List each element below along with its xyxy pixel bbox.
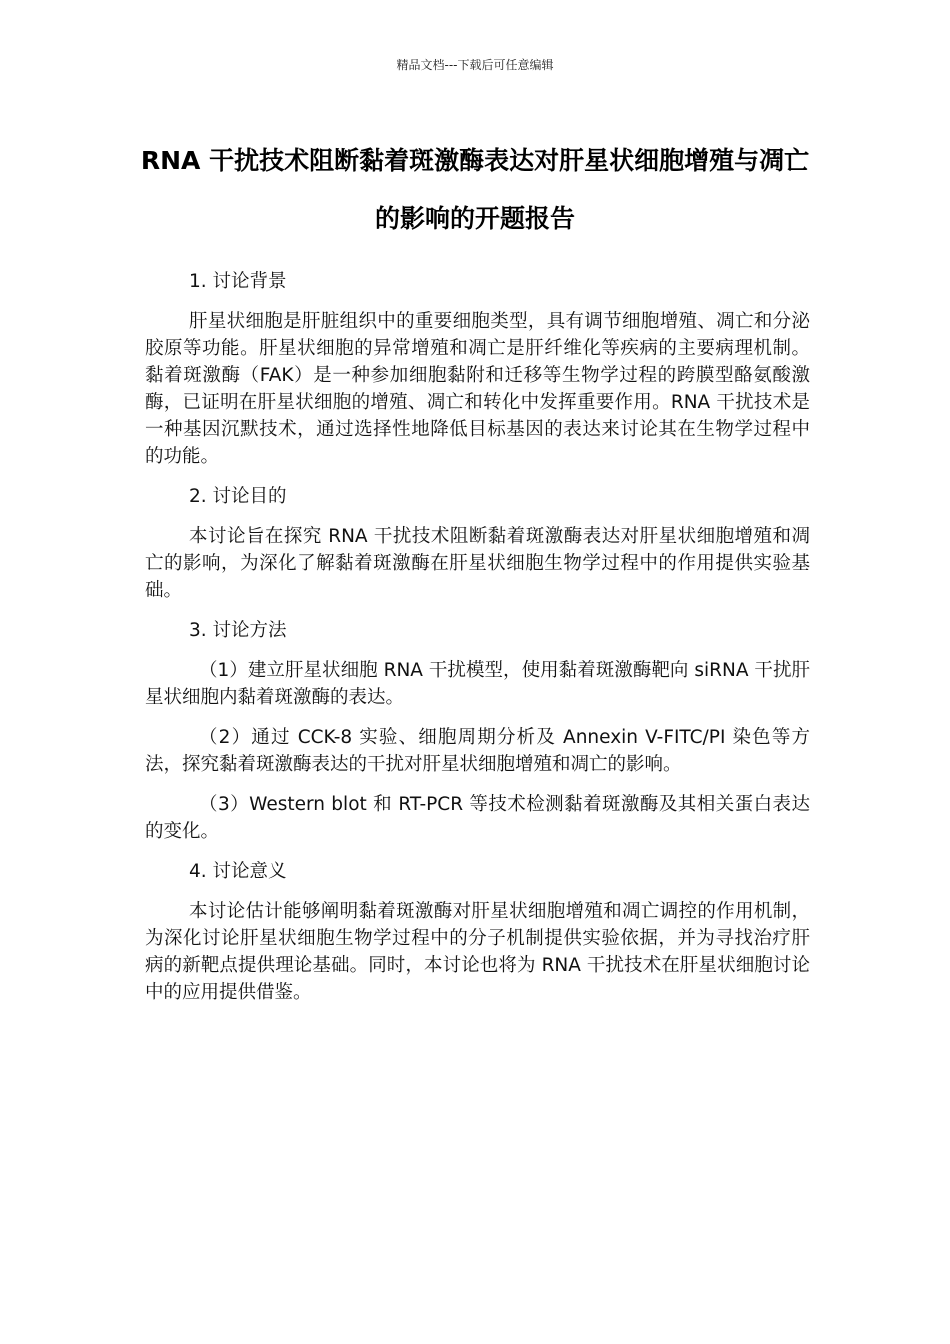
paragraph-background: 肝星状细胞是肝脏组织中的重要细胞类型，具有调节细胞增殖、凋亡和分泌胶原等功能。肝星状细胞的异常增殖和凋亡是肝纤维化等疾病的主要病理机制。黏着斑激酶（FAK）是一种参加细胞黏附和迁移等生物学过程的跨膜型酪氨酸激酶，已证明在肝星状细胞的增殖、凋亡和转化中发挥重要作用。RNA 干扰技术是一种基因沉默技术，通过选择性地降低目标基因的表达来讨论其在生物学过程中的功能。 [145,311,810,467]
section-heading-purpose: 2. 讨论目的 [189,486,287,507]
document-body [145,268,810,1019]
method-item-2: （2）通过 CCK-8 实验、细胞周期分析及 Annexin V-FITC/PI 染色等方法，探究黏着斑激酶表达的干扰对肝星状细胞增殖和凋亡的影响。 [145,727,810,775]
document-title: RNA 干扰技术阻断黏着斑激酶表达对肝星状细胞增殖与凋亡的影响的开题报告 [140,146,810,233]
paragraph-significance: 本讨论估计能够阐明黏着斑激酶对肝星状细胞增殖和凋亡调控的作用机制，为深化讨论肝星状细胞生物学过程中的分子机制提供实验依据，并为寻找治疗肝病的新靶点提供理论基础。同时，本讨论也将为 RNA 干扰技术在肝星状细胞讨论中的应用提供借鉴。 [145,901,810,1003]
paragraph-purpose: 本讨论旨在探究 RNA 干扰技术阻断黏着斑激酶表达对肝星状细胞增殖和凋亡的影响，为深化了解黏着斑激酶在肝星状细胞生物学过程中的作用提供实验基础。 [145,526,810,601]
section-heading-significance: 4. 讨论意义 [189,861,287,882]
method-item-1: （1）建立肝星状细胞 RNA 干扰模型，使用黏着斑激酶靶向 siRNA 干扰肝星状细胞内黏着斑激酶的表达。 [145,660,810,708]
section-heading-methods: 3. 讨论方法 [189,620,287,641]
section-heading-background: 1. 讨论背景 [189,271,287,292]
method-item-3: （3）Western blot 和 RT-PCR 等技术检测黏着斑激酶及其相关蛋白表达的变化。 [145,794,810,842]
page-header: 精品文档---下载后可任意编辑 [396,58,554,72]
